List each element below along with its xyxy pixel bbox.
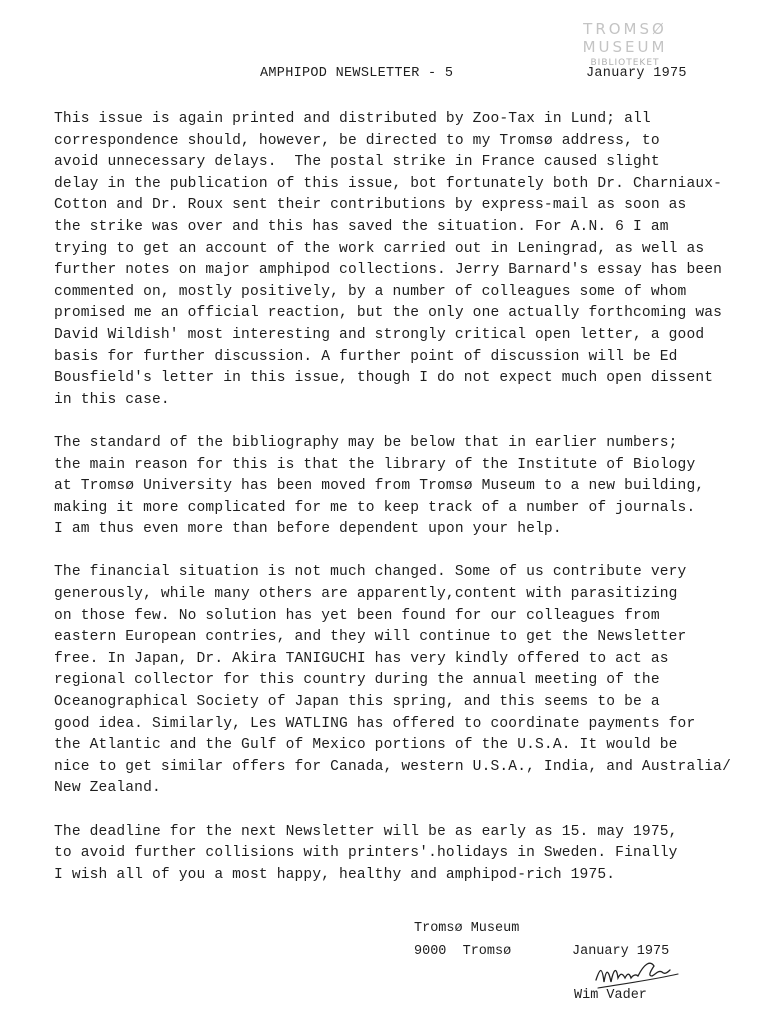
- closing-date: January 1975: [572, 944, 670, 959]
- text-line: further notes on major amphipod collections. Jerry Barnard's essay has been: [54, 262, 723, 279]
- text-line: good idea. Similarly, Les WATLING has offered to coordinate payments for: [54, 715, 696, 732]
- text-line: the main reason for this is that the library of the Institute of Biology: [54, 456, 696, 473]
- text-line: This issue is again printed and distributed by Zoo-Tax in Lund; all: [54, 111, 651, 127]
- text-line: the Atlantic and the Gulf of Mexico portions of the U.S.A. It would be: [54, 737, 678, 754]
- text-line: eastern European contries, and they will continue to get the Newsletter: [54, 629, 687, 646]
- text-line: delay in the publication of this issue, bot fortunately both Dr. Charniaux-: [54, 175, 723, 192]
- text-line: generously, while many others are apparently,content with parasitizing: [54, 586, 678, 603]
- text-line: Bousfield's letter in this issue, though I do not expect much open dissent: [54, 370, 714, 387]
- text-line: on those few. No solution has yet been found for our colleagues from: [54, 607, 660, 624]
- address-line-1: Tromsø Museum: [414, 921, 520, 936]
- paragraph-gap: [54, 800, 768, 822]
- signer-name: Wim Vader: [574, 988, 647, 1003]
- newsletter-title: AMPHIPOD NEWSLETTER - 5: [260, 66, 454, 81]
- paragraph: [54, 109, 768, 411]
- text-line: The standard of the bibliography may be below that in earlier numbers;: [54, 434, 678, 451]
- text-line: The deadline for the next Newsletter will be as early as 15. may 1975,: [54, 823, 678, 840]
- text-line: trying to get an account of the work carried out in Leningrad, as well as: [54, 240, 705, 257]
- text-line: in this case.: [54, 391, 170, 408]
- text-line: avoid unnecessary delays. The postal strike in France caused slight: [54, 154, 660, 171]
- text-line: David Wildish' most interesting and strongly critical open letter, a good: [54, 326, 705, 343]
- text-line: Cotton and Dr. Roux sent their contributions by express-mail as soon as: [54, 197, 687, 214]
- text-line: New Zealand.: [54, 780, 161, 797]
- text-line: correspondence should, however, be directed to my Tromsø address, to: [54, 132, 660, 149]
- paragraph-gap: [54, 411, 768, 433]
- handwritten-signature: [592, 956, 682, 992]
- text-line: I wish all of you a most happy, healthy and amphipod-rich 1975.: [54, 866, 616, 883]
- header-date: January 1975: [586, 66, 687, 81]
- text-line: regional collector for this country during the annual meeting of the: [54, 672, 660, 689]
- text-line: I am thus even more than before dependent upon your help.: [54, 521, 562, 538]
- paragraph: [54, 433, 768, 541]
- text-line: free. In Japan, Dr. Akira TANIGUCHI has very kindly offered to act as: [54, 650, 669, 667]
- paragraph: [54, 822, 768, 887]
- stamp-line-2: BIBLIOTEKET: [590, 58, 660, 68]
- text-line: The financial situation is not much changed. Some of us contribute very: [54, 564, 687, 581]
- text-line: commented on, mostly positively, by a number of colleagues some of whom: [54, 283, 687, 300]
- text-line: making it more complicated for me to keep track of a number of journals.: [54, 499, 696, 516]
- stamp-line-1: TROMSØ MUSEUM: [582, 20, 668, 56]
- text-line: nice to get similar offers for Canada, western U.S.A., India, and Australia/: [54, 758, 731, 775]
- paragraph: [54, 562, 768, 800]
- text-line: to avoid further collisions with printers'.holidays in Sweden. Finally: [54, 845, 678, 862]
- library-stamp: [540, 20, 710, 68]
- letter-body: [54, 109, 768, 886]
- text-line: basis for further discussion. A further point of discussion will be Ed: [54, 348, 678, 365]
- text-line: the strike was over and this has saved the situation. For A.N. 6 I am: [54, 218, 669, 235]
- text-line: Oceanographical Society of Japan this spring, and this seems to be a: [54, 694, 660, 711]
- address-line-2: 9000 Tromsø: [414, 944, 512, 959]
- text-line: promised me an official reaction, but the only one actually forthcoming was: [54, 305, 723, 322]
- paragraph-gap: [54, 541, 768, 563]
- text-line: at Tromsø University has been moved from Tromsø Museum to a new building,: [54, 478, 705, 495]
